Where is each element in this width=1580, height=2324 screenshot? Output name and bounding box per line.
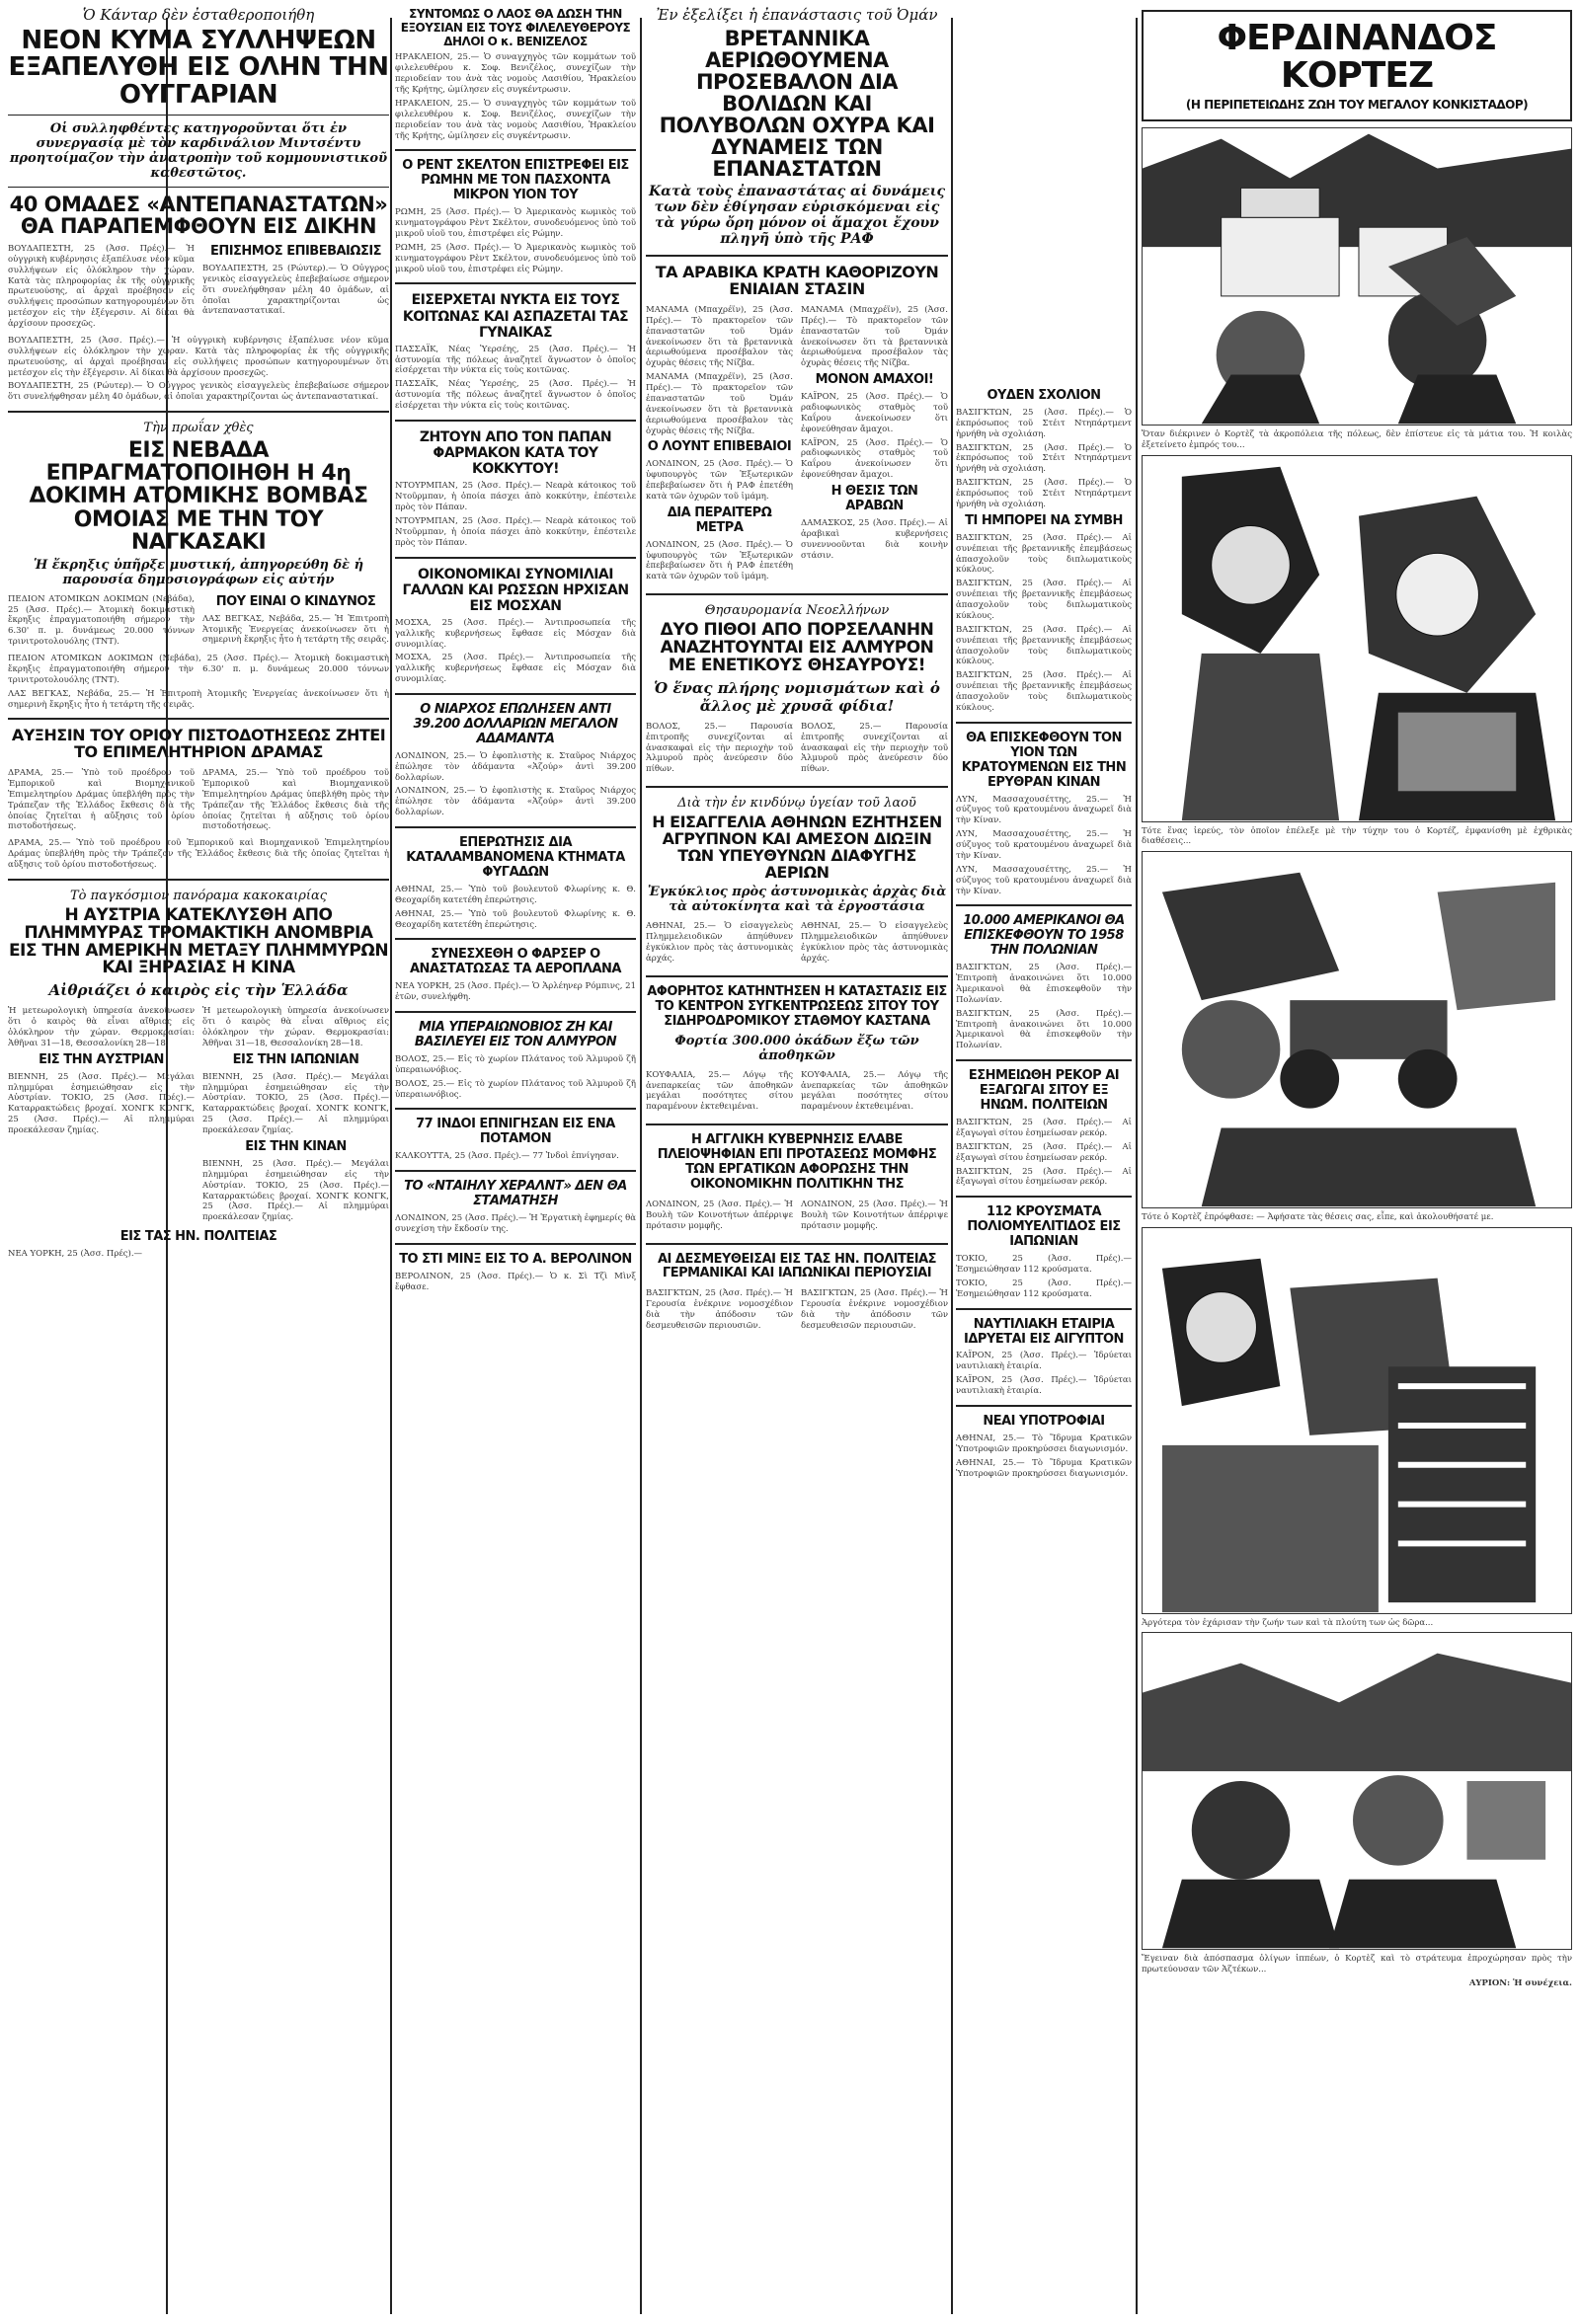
headline-polio: 112 ΚΡΟΥΣΜΑΤΑ ΠΟΛΙΟΜΥΕΛΙΤΙΔΟΣ ΕΙΣ ΙΑΠΩΝΙΑΝ xyxy=(967,1204,1121,1250)
comic-caption-3: Τότε ὁ Κορτὲζ ἐπρόφθασε: — Ἀφήσατε τὰς θέσεις σας, εἶπε, καὶ ἀκολουθήσατέ με. xyxy=(1142,1211,1494,1222)
headline-british-gov: Η ΑΓΓΛΙΚΗ ΚΥΒΕΡΝΗΣΙΣ ΕΛΑΒΕ ΠΛΕΙΟΨΗΦΙΑΝ ΕΠΙ ΠΡΟΤΑΣΕΩΣ ΜΟΜΦΗΣ ΤΩΝ ΕΡΓΑΤΙΚΩΝ ΑΦΟΡΩΣΗΣ ΤΗΝ ΟΙΚΟΝΟΜΙΚΗΝ ΠΟΛΙΤΙΚΗΝ ΤΗΣ xyxy=(657,1132,937,1192)
headline-prosecutor: Η ΕΙΣΑΓΓΕΛΙΑ ΑΘΗΝΩΝ ΕΖΗΤΗΣΕΝ ΑΓΡΥΠΝΟΝ ΚΑΙ ΑΜΕΣΟΝ ΔΙΩΞΙΝ ΤΩΝ ΥΠΕΥΘΥΝΩΝ ΔΙΑΦΥΓΗΣ ΑΕΡΙΩΝ xyxy=(652,813,942,882)
box-title: ΕΠΙΣΗΜΟΣ ΕΠΙΒΕΒΑΙΩΣΙΣ xyxy=(209,243,382,259)
column-1: Ὁ Κάνταρ δὲν ἐσταθεροποιήθη ΝΕΟΝ ΚΥΜΑ ΣΥΛΛΗΨΕΩΝ ΕΞΑΠΕΛΥΘΗ ΕΙΣ ΟΛΗΝ ΤΗΝ ΟΥΓΓΑΡΙΑΝ Οἱ συλληφθέντες κατηγοροῦνται ὅτι ἐν συνεργασίᾳ μὲ τὸν καρδινάλιον Μιντσέντυ προητοίμαζον τὴν ἀνατροπὴν τοῦ κομμουνιστικοῦ καθεστῶτος. 40 ΟΜΑΔΕΣ «ΑΝΤΕΠΑΝΑΣΤΑΤΩΝ» ΘΑ ΠΑΡΑΠΕΜΦΘΟΥΝ ΕΙΣ ΔΙΚΗΝ ΒΟΥΔΑΠΕΣΤΗ, 25 (Ἀσσ. Πρές).— Ἡ οὐγγρικὴ κυβέρνησις ἐξαπέλυσε νέον κῦμα συλλήψεων εἰς ὁλόκληρον τὴν χώραν. Κατὰ τὰς πληροφορίας ἐκ τῆς οὐγγρικῆς πρωτευούσης, αἱ ἀρχαὶ προέβησαν εἰς συλλήψεις προσώπων κατηγορουμένων ὅτι μετέσχον εἰς τὴν ἐξέγερσιν. Αἱ δίκαι θὰ ἀρχίσουν προσεχῶς. ΕΠΙΣΗΜΟΣ ΕΠΙΒΕΒΑΙΩΣΙΣ ΒΟΥΔΑΠΕΣΤΗ, 25 (Ρώυτερ).— Ὁ Οὐγγρος γενικὸς εἰσαγγελεὺς ἐπεβεβαίωσε σήμερον ὅτι συνελήφθησαν μέλη 40 ὁμάδων, αἱ ὁποῖαι χαρακτηρίζονται ὡς ἀντεπαναστατικαί. ΒΟΥΔΑΠΕΣΤΗ, 25 (Ἀσσ. Πρές).— Ἡ οὐγγρικὴ κυβέρνησις ἐξαπέλυσε νέον κῦμα συλλήψεων εἰς ὁλόκληρον τὴν χώραν. Κατὰ τὰς πληροφορίας ἐκ τῆς οὐγγρικῆς πρωτευούσης, αἱ ἀρχαὶ προέβησαν εἰς συλλήψεις προσώπων κατηγορουμένων ὅτι μετέσχον εἰς τὴν ἐξέγερσιν. Αἱ δίκαι θὰ ἀρχίσουν προσεχῶς. ΒΟΥΔΑΠΕΣΤΗ, 25 (Ρώυτερ).— Ὁ Οὐγγρος γενικὸς εἰσαγγελεὺς ἐπεβεβαίωσε σήμερον ὅτι συνελήφθησαν μέλη 40 ὁμάδων, αἱ ὁποῖαι χαρακτηρίζονται ὡς ἀντεπαναστατικαί. Τὴν πρωΐαν χθὲς ΕΙΣ ΝΕΒΑΔΑ ΕΠΡΑΓΜΑΤΟΠΟΙΗΘΗ Η 4η ΔΟΚΙΜΗ ΑΤΟΜΙΚΗΣ ΒΟΜΒΑΣ ΟΜΟΙΑΣ ΜΕ ΤΗΝ ΤΟΥ ΝΑΓΚΑΣΑΚΙ Ἡ ἔκρηξις ὑπῆρξε μυστική, ἀπηγορεύθη δὲ ἡ παρουσία δημοσιογράφων εἰς αὐτήν ΠΕΔΙΟΝ ΑΤΟΜΙΚΩΝ ΔΟΚΙΜΩΝ (Νεβάδα), 25 (Ἀσσ. Πρές).— Ἀτομικὴ δοκιμαστικὴ ἔκρηξις ἐπραγματοποιήθη σήμερον τὴν 6.30' π. μ. δυνάμεως 20.000 τόννων τρινιτροτολουόλης (TNT). ΠΟΥ ΕΙΝΑΙ Ο ΚΙΝΔΥΝΟΣ ΛΑΣ ΒΕΓΚΑΣ, Νεβάδα, 25.— Ἡ Ἐπιτροπὴ Ἀτομικῆς Ἐνεργείας ἀνεκοίνωσεν ὅτι ἡ σημερινὴ ἔκρηξις ἦτο ἡ τετάρτη τῆς σειρᾶς. ΠΕΔΙΟΝ ΑΤΟΜΙΚΩΝ ΔΟΚΙΜΩΝ (Νεβάδα), 25 (Ἀσσ. Πρές).— Ἀτομικὴ δοκιμαστικὴ ἔκρηξις ἐπραγματοποιήθη σήμερον τὴν 6.30' π. μ. δυνάμεως 20.000 τόννων τρινιτροτολουόλης (TNT). ΛΑΣ ΒΕΓΚΑΣ, Νεβάδα, 25.— Ἡ Ἐπιτροπὴ Ἀτομικῆς Ἐνεργείας ἀνεκοίνωσεν ὅτι ἡ σημερινὴ ἔκρηξις ἦτο ἡ τετάρτη τῆς σειρᾶς. ΑΥΞΗΣΙΝ ΤΟΥ ΟΡΙΟΥ ΠΙΣΤΟΔΟΤΗΣΕΩΣ ΖΗΤΕΙ ΤΟ ΕΠΙΜΕΛΗΤΗΡΙΟΝ ΔΡΑΜΑΣ ΔΡΑΜΑ, 25.— Ὑπὸ τοῦ προέδρου τοῦ Ἐμπορικοῦ καὶ Βιομηχανικοῦ Ἐπιμελητηρίου Δράμας ὑπεβλήθη πρὸς τὴν Τράπεζαν τῆς Ἑλλάδος ἔκθεσις διὰ τῆς ὁποίας ζητεῖται ἡ αὔξησις τοῦ ὁρίου πιστοδοτήσεως. ΔΡΑΜΑ, 25.— Ὑπὸ τοῦ προέδρου τοῦ Ἐμπορικοῦ καὶ Βιομηχανικοῦ Ἐπιμελητηρίου Δράμας ὑπεβλήθη πρὸς τὴν Τράπεζαν τῆς Ἑλλάδος ἔκθεσις διὰ τῆς ὁποίας ζητεῖται ἡ αὔξησις τοῦ ὁρίου πιστοδοτήσεως. ΔΡΑΜΑ, 25.— Ὑπὸ τοῦ προέδρου τοῦ Ἐμπορικοῦ καὶ Βιομηχανικοῦ Ἐπιμελητηρίου Δράμας ὑπεβλήθη πρὸς τὴν Τράπεζαν τῆς Ἑλλάδος ἔκθεσις διὰ τῆς ὁποίας ζητεῖται ἡ αὔξησις τοῦ ὁρίου πιστοδοτήσεως. Τὸ παγκόσμιον πανόραμα κακοκαιρίας Η ΑΥΣΤΡΙΑ ΚΑΤΕΚΛΥΣΘΗ ΑΠΟ ΠΛΗΜΜΥΡΑΣ ΤΡΟΜΑΚΤΙΚΗ ΑΝΟΜΒΡΙΑ ΕΙΣ ΤΗΝ ΑΜΕΡΙΚΗΝ ΜΕΤΑΞΥ ΠΛΗΜΜΥΡΩΝ ΚΑΙ ΞΗΡΑΣΙΑΣ Η ΚΙΝΑ Αἰθριάζει ὁ καιρὸς εἰς τὴν Ἑλλάδα Ἡ μετεωρολογικὴ ὑπηρεσία ἀνεκοίνωσεν ὅτι ὁ καιρὸς θὰ εἶναι αἴθριος εἰς ὁλόκληρον τὴν χώραν. Θερμοκρασίαι: Ἀθῆναι 31—18, Θεσσαλονίκη 28—18. ΕΙΣ ΤΗΝ ΑΥΣΤΡΙΑΝ ΒΙΕΝΝΗ, 25 (Ἀσσ. Πρές).— Μεγάλαι πλημμύραι ἐσημειώθησαν εἰς τὴν Αὐστρίαν. ΤΟΚΙΟ, 25 (Ἀσσ. Πρές).— Καταρρακτώδεις βροχαί. ΧΟΝΓΚ ΚΟΝΓΚ, 25 (Ἀσσ. Πρές).— Αἱ πλημμύραι προεκάλεσαν ζημίας. Ἡ μετεωρολογικὴ ὑπηρεσία ἀνεκοίνωσεν ὅτι ὁ καιρὸς θὰ εἶναι αἴθριος εἰς ὁλόκληρον τὴν χώραν. Θερμοκρασίαι: Ἀθῆναι 31—18, Θεσσαλονίκη 28—18. ΕΙΣ ΤΗΝ ΙΑΠΩΝΙΑΝ ΒΙΕΝΝΗ, 25 (Ἀσσ. Πρές).— Μεγάλαι πλημμύραι ἐσημειώθησαν εἰς τὴν Αὐστρίαν. ΤΟΚΙΟ, 25 (Ἀσσ. Πρές).— Καταρρακτώδεις βροχαί. ΧΟΝΓΚ ΚΟΝΓΚ, 25 (Ἀσσ. Πρές).— Αἱ πλημμύραι προεκάλεσαν ζημίας. ΕΙΣ ΤΗΝ ΚΙΝΑΝ ΒΙΕΝΝΗ, 25 (Ἀσσ. Πρές).— Μεγάλαι πλημμύραι ἐσημειώθησαν εἰς τὴν Αὐστρίαν. ΤΟΚΙΟ, 25 (Ἀσσ. Πρές).— Καταρρακτώδεις βροχαί. ΧΟΝΓΚ ΚΟΝΓΚ, 25 (Ἀσσ. Πρές).— Αἱ πλημμύραι προεκάλεσαν ζημίας. ΕΙΣ ΤΑΣ ΗΝ. ΠΟΛΙΤΕΙΑΣ ΝΕΑ ΥΟΡΚΗ, 25 (Ἀσσ. Πρές).— xyxy=(8,6,389,1260)
subhead-nevada: Ἡ ἔκρηξις ὑπῆρξε μυστική, ἀπηγορεύθη δὲ ἡ παρουσία δημοσιογράφων εἰς αὐτήν xyxy=(33,557,364,587)
subhead-kastanas: Φορτία 300.000 ὀκάδων ἔξω τῶν ἀποθηκῶν xyxy=(674,1033,919,1063)
subhead-oman: Κατὰ τοὺς ἐπαναστάτας αἱ δυνάμεις των δὲν ἐθίγησαν εὑρισκόμεναι εἰς τὰ γύρω ὄρη μόνον οἱ ἄμαχοι ἔχουν πληγῆ ὑπὸ τῆς ΡΑΦ xyxy=(648,184,946,248)
column-rule xyxy=(951,18,953,2314)
column-rule xyxy=(390,18,392,2314)
headline-intruder: ΕΙΣΕΡΧΕΤΑΙ ΝΥΚΤΑ ΕΙΣ ΤΟΥΣ ΚΟΙΤΩΝΑΣ ΚΑΙ ΑΣΠΑΖΕΤΑΙ ΤΑΣ ΓΥΝΑΙΚΑΣ xyxy=(402,292,629,341)
headline-pope: ΖΗΤΟΥΝ ΑΠΟ ΤΟΝ ΠΑΠΑΝ ΦΑΡΜΑΚΟΝ ΚΑΤΑ ΤΟΥ ΚΟΚΚΥΤΟΥ! xyxy=(419,428,612,478)
headline-visit-china: ΘΑ ΕΠΙΣΚΕΦΘΟΥΝ ΤΟΝ ΥΙΟΝ ΤΩΝ ΚΡΑΤΟΥΜΕΝΩΝ ΕΙΣ ΤΗΝ ΕΡΥΘΡΑΝ ΚΙΝΑΝ xyxy=(961,730,1127,790)
column-2: ΣΥΝΤΟΜΩΣ Ο ΛΑΟΣ ΘΑ ΔΩΣΗ ΤΗΝ ΕΞΟΥΣΙΑΝ ΕΙΣ ΤΟΥΣ ΦΙΛΕΛΕΥΘΕΡΟΥΣ ΔΗΛΟΙ Ο κ. ΒΕΝΙΖΕΛΟΣ ΗΡΑΚΛΕΙΟΝ, 25.— Ὁ συναγχηγὸς τῶν κομμάτων τοῦ φιλελευθέρου κ. Σοφ. Βενιζέλος, συνεχίζων τὴν περιοδείαν του ἀνὰ τὰς νομοὺς Λασιθίου, Ἡρακλείου τῆς Κρήτης, ὡμίλησεν εἰς συγκέντρωσιν. ΗΡΑΚΛΕΙΟΝ, 25.— Ὁ συναγχηγὸς τῶν κομμάτων τοῦ φιλελευθέρου κ. Σοφ. Βενιζέλος, συνεχίζων τὴν περιοδείαν του ἀνὰ τὰς νομοὺς Λασιθίου, Ἡρακλείου τῆς Κρήτης, ὡμίλησεν εἰς συγκέντρωσιν. Ο ΡΕΝΤ ΣΚΕΛΤΟΝ ΕΠΙΣΤΡΕΦΕΙ ΕΙΣ ΡΩΜΗΝ ΜΕ ΤΟΝ ΠΑΣΧΟΝΤΑ ΜΙΚΡΟΝ ΥΙΟΝ ΤΟΥ ΡΩΜΗ, 25 (Ἀσσ. Πρές).— Ὁ Ἀμερικανὸς κωμικὸς τοῦ κινηματογράφου Ρὲντ Σκέλτον, συνοδευόμενος ὑπὸ τοῦ μικροῦ υἱοῦ του, ἐπιστρέφει εἰς Ρώμην. ΡΩΜΗ, 25 (Ἀσσ. Πρές).— Ὁ Ἀμερικανὸς κωμικὸς τοῦ κινηματογράφου Ρὲντ Σκέλτον, συνοδευόμενος ὑπὸ τοῦ μικροῦ υἱοῦ του, ἐπιστρέφει εἰς Ρώμην. ΕΙΣΕΡΧΕΤΑΙ ΝΥΚΤΑ ΕΙΣ ΤΟΥΣ ΚΟΙΤΩΝΑΣ ΚΑΙ ΑΣΠΑΖΕΤΑΙ ΤΑΣ ΓΥΝΑΙΚΑΣ ΠΑΣΣΑΪΚ, Νέας Ὑερσέης, 25 (Ἀσσ. Πρές).— Ἡ ἀστυνομία τῆς πόλεως ἀναζητεῖ ἄγνωστον ὁ ὁποῖος εἰσέρχεται τὴν νύκτα εἰς τοὺς κοιτῶνας. ΠΑΣΣΑΪΚ, Νέας Ὑερσέης, 25 (Ἀσσ. Πρές).— Ἡ ἀστυνομία τῆς πόλεως ἀναζητεῖ ἄγνωστον ὁ ὁποῖος εἰσέρχεται τὴν νύκτα εἰς τοὺς κοιτῶνας. ΖΗΤΟΥΝ ΑΠΟ ΤΟΝ ΠΑΠΑΝ ΦΑΡΜΑΚΟΝ ΚΑΤΑ ΤΟΥ ΚΟΚΚΥΤΟΥ! ΝΤΟΥΡΜΠΑΝ, 25 (Ἀσσ. Πρές).— Νεαρὰ κάτοικος τοῦ Ντοῦρμπαν, ἡ ὁποία πάσχει ἀπὸ κοκκύτην, ἐπέστειλε πρὸς τὸν Πάπαν. ΝΤΟΥΡΜΠΑΝ, 25 (Ἀσσ. Πρές).— Νεαρὰ κάτοικος τοῦ Ντοῦρμπαν, ἡ ὁποία πάσχει ἀπὸ κοκκύτην, ἐπέστειλε πρὸς τὸν Πάπαν. ΟΙΚΟΝΟΜΙΚΑΙ ΣΥΝΟΜΙΛΙΑΙ ΓΑΛΛΩΝ ΚΑΙ ΡΩΣΣΩΝ ΗΡΧΙΣΑΝ ΕΙΣ ΜΟΣΧΑΝ ΜΟΣΧΑ, 25 (Ἀσσ. Πρές).— Ἀντιπροσωπεία τῆς γαλλικῆς κυβερνήσεως ἔφθασε εἰς Μόσχαν διὰ συνομιλίας. ΜΟΣΧΑ, 25 (Ἀσσ. Πρές).— Ἀντιπροσωπεία τῆς γαλλικῆς κυβερνήσεως ἔφθασε εἰς Μόσχαν διὰ συνομιλίας. Ο ΝΙΑΡΧΟΣ ΕΠΩΛΗΣΕΝ ΑΝΤΙ 39.200 ΔΟΛΛΑΡΙΩΝ ΜΕΓΑΛΟΝ ΑΔΑΜΑΝΤΑ ΛΟΝΔΙΝΟΝ, 25.— Ὁ ἐφοπλιστὴς κ. Σταῦρος Νιάρχος ἐπώλησε τὸν ἀδάμαντα «Ἀζούρ» ἀντὶ 39.200 δολλαρίων. ΛΟΝΔΙΝΟΝ, 25.— Ὁ ἐφοπλιστὴς κ. Σταῦρος Νιάρχος ἐπώλησε τὸν ἀδάμαντα «Ἀζούρ» ἀντὶ 39.200 δολλαρίων. ΕΠΕΡΩΤΗΣΙΣ ΔΙΑ ΚΑΤΑΛΑΜΒΑΝΟΜΕΝΑ ΚΤΗΜΑΤΑ ΦΥΓΑΔΩΝ ΑΘΗΝΑΙ, 25.— Ὑπὸ τοῦ βουλευτοῦ Φλωρίνης κ. Θ. Θεοχαρίδη κατετέθη ἐπερώτησις. ΑΘΗΝΑΙ, 25.— Ὑπὸ τοῦ βουλευτοῦ Φλωρίνης κ. Θ. Θεοχαρίδη κατετέθη ἐπερώτησις. ΣΥΝΕΣΧΕΘΗ Ο ΦΑΡΣΕΡ Ο ΑΝΑΣΤΑΤΩΣΑΣ ΤΑ ΑΕΡΟΠΛΑΝΑ ΝΕΑ ΥΟΡΚΗ, 25 (Ἀσσ. Πρές).— Ὁ Ἀρλέηνερ Ρόμπινς, 21 ἐτῶν, συνελήφθη. ΜΙΑ ΥΠΕΡΑΙΩΝΟΒΙΟΣ ΖΗ ΚΑΙ ΒΑΣΙΛΕΥΕΙ ΕΙΣ ΤΟΝ ΑΛΜΥΡΟΝ ΒΟΛΟΣ, 25.— Εἰς τὸ χωρίον Πλάτανος τοῦ Ἁλμυροῦ ζῆ ὑπεραιωνόβιος. ΒΟΛΟΣ, 25.— Εἰς τὸ χωρίον Πλάτανος τοῦ Ἁλμυροῦ ζῆ ὑπεραιωνόβιος. 77 ΙΝΔΟΙ ΕΠΝΙΓΗΣΑΝ ΕΙΣ ΕΝΑ ΠΟΤΑΜΟΝ ΚΑΛΚΟΥΤΤΑ, 25 (Ἀσσ. Πρές).— 77 Ἰνδοὶ ἐπνίγησαν. ΤΟ «ΝΤΑΙΗΛΥ ΧΕΡΑΛΝΤ» ΔΕΝ ΘΑ ΣΤΑΜΑΤΗΣΗ ΛΟΝΔΙΝΟΝ, 25 (Ἀσσ. Πρές).— Ἡ Ἐργατικὴ ἐφημερίς θὰ συνεχίση τὴν ἔκδοσίν της. ΤΟ ΣΤΙ ΜΙΝΞ ΕΙΣ ΤΟ Α. ΒΕΡΟΛΙΝΟΝ ΒΕΡΟΛΙΝΟΝ, 25 (Ἀσσ. Πρές).— Ὁ κ. Σὶ Τζὶ Μὶνξ ἔφθασε. xyxy=(395,7,636,1292)
comic-caption-4: Ἀργότερα τὸν ἐχάρισαν τὴν ζωήν των καὶ τὰ πλούτη των ὡς δῶρα... xyxy=(1142,1617,1434,1628)
headline-niarchos: Ο ΝΙΑΡΧΟΣ ΕΠΩΛΗΣΕΝ ΑΝΤΙ 39.200 ΔΟΛΛΑΡΙΩΝ ΜΕΓΑΛΟΝ ΑΔΑΜΑΝΤΑ xyxy=(413,702,618,746)
headline-shipping: ΝΑΥΤΙΛΙΑΚΗ ΕΤΑΙΡΙΑ ΙΔΡΥΕΤΑΙ ΕΙΣ ΑΙΓΥΠΤΟΝ xyxy=(964,1316,1124,1347)
headline-skelton: Ο ΡΕΝΤ ΣΚΕΛΤΟΝ ΕΠΙΣΤΡΕΦΕΙ ΕΙΣ ΡΩΜΗΝ ΜΕ ΤΟΝ ΠΑΣΧΟΝΤΑ ΜΙΚΡΟΝ ΥΙΟΝ ΤΟΥ xyxy=(402,158,629,203)
subhead-weather: Αἰθριάζει ὁ καιρὸς εἰς τὴν Ἑλλάδα xyxy=(48,981,349,1000)
headline-drowned: 77 ΙΝΔΟΙ ΕΠΝΙΓΗΣΑΝ ΕΙΣ ΕΝΑ ΠΟΤΑΜΟΝ xyxy=(416,1117,615,1147)
headline-arrests: ΝΕΟΝ ΚΥΜΑ ΣΥΛΛΗΨΕΩΝ ΕΞΑΠΕΛΥΘΗ ΕΙΣ ΟΛΗΝ ΤΗΝ ΟΥΓΓΑΡΙΑΝ xyxy=(8,26,389,110)
column-5-comic xyxy=(1142,0,1572,2324)
comic-caption-1: Ὅταν διέκρινεν ὁ Κορτὲζ τὰ ἀκροπόλεια τῆς πόλεως, δὲν ἐπίστευε εἰς τὰ μάτια του. Ἡ κοιλὰς ἐξετείνετο ἐμπρός του... xyxy=(1142,429,1572,451)
subhead-prosecutor: Ἐγκύκλιος πρὸς ἀστυνομικὰς ἀρχὰς διὰ τὰ αὐτοκίνητα καὶ τὰ ἐργοστάσια xyxy=(647,885,947,915)
comic-panel-1 xyxy=(1142,127,1572,426)
headline-treasure: ΔΥΟ ΠΙΘΟΙ ΑΠΟ ΠΟΡΣΕΛΑΝΗΝ ΑΝΑΖΗΤΟΥΝΤΑΙ ΕΙΣ ΑΛΜΥΡΟΝ ΜΕ ΕΝΕΤΙΚΟΥΣ ΘΗΣΑΥΡΟΥΣ! xyxy=(660,620,934,675)
comic-panel-2 xyxy=(1142,455,1572,822)
column-4: ΟΥΔΕΝ ΣΧΟΛΙΟΝ ΒΑΣΙΓΚΤΩΝ, 25 (Ἀσσ. Πρές).— Ὁ ἐκπρόσωπος τοῦ Στέιτ Ντηπάρτμεντ ἠρνήθη νὰ σχολιάση. ΒΑΣΙΓΚΤΩΝ, 25 (Ἀσσ. Πρές).— Ὁ ἐκπρόσωπος τοῦ Στέιτ Ντηπάρτμεντ ἠρνήθη νὰ σχολιάση. ΒΑΣΙΓΚΤΩΝ, 25 (Ἀσσ. Πρές).— Ὁ ἐκπρόσωπος τοῦ Στέιτ Ντηπάρτμεντ ἠρνήθη νὰ σχολιάση. ΤΙ ΗΜΠΟΡΕΙ ΝΑ ΣΥΜΒΗ ΒΑΣΙΓΚΤΩΝ, 25 (Ἀσσ. Πρές).— Αἱ συνέπειαι τῆς βρεταννικῆς ἐπεμβάσεως ἀπασχολοῦν τοὺς διπλωματικοὺς κύκλους. ΒΑΣΙΓΚΤΩΝ, 25 (Ἀσσ. Πρές).— Αἱ συνέπειαι τῆς βρεταννικῆς ἐπεμβάσεως ἀπασχολοῦν τοὺς διπλωματικοὺς κύκλους. ΒΑΣΙΓΚΤΩΝ, 25 (Ἀσσ. Πρές).— Αἱ συνέπειαι τῆς βρεταννικῆς ἐπεμβάσεως ἀπασχολοῦν τοὺς διπλωματικοὺς κύκλους. ΒΑΣΙΓΚΤΩΝ, 25 (Ἀσσ. Πρές).— Αἱ συνέπειαι τῆς βρεταννικῆς ἐπεμβάσεως ἀπασχολοῦν τοὺς διπλωματικοὺς κύκλους. ΘΑ ΕΠΙΣΚΕΦΘΟΥΝ ΤΟΝ ΥΙΟΝ ΤΩΝ ΚΡΑΤΟΥΜΕΝΩΝ ΕΙΣ ΤΗΝ ΕΡΥΘΡΑΝ ΚΙΝΑΝ ΛΥΝ, Μασσαχουσέττης, 25.— Ἡ σύζυγος τοῦ κρατουμένου ἀναχωρεῖ διὰ τὴν Κίναν. ΛΥΝ, Μασσαχουσέττης, 25.— Ἡ σύζυγος τοῦ κρατουμένου ἀναχωρεῖ διὰ τὴν Κίναν. ΛΥΝ, Μασσαχουσέττης, 25.— Ἡ σύζυγος τοῦ κρατουμένου ἀναχωρεῖ διὰ τὴν Κίναν. 10.000 ΑΜΕΡΙΚΑΝΟΙ ΘΑ ΕΠΙΣΚΕΦΘΟΥΝ ΤΟ 1958 ΤΗΝ ΠΟΛΩΝΙΑΝ ΒΑΣΙΓΚΤΩΝ, 25 (Ἀσσ. Πρές).— Ἐπιτροπὴ ἀνακοινώνει ὅτι 10.000 Ἀμερικανοὶ θὰ ἐπισκεφθοῦν τὴν Πολωνίαν. ΒΑΣΙΓΚΤΩΝ, 25 (Ἀσσ. Πρές).— Ἐπιτροπὴ ἀνακοινώνει ὅτι 10.000 Ἀμερικανοὶ θὰ ἐπισκεφθοῦν τὴν Πολωνίαν. ΕΣΗΜΕΙΩΘΗ ΡΕΚΟΡ ΑΙ ΕΞΑΓΩΓΑΙ ΣΙΤΟΥ ΕΞ ΗΝΩΜ. ΠΟΛΙΤΕΙΩΝ ΒΑΣΙΓΚΤΩΝ, 25 (Ἀσσ. Πρές).— Αἱ ἐξαγωγαὶ σίτου ἐσημείωσαν ρεκόρ. ΒΑΣΙΓΚΤΩΝ, 25 (Ἀσσ. Πρές).— Αἱ ἐξαγωγαὶ σίτου ἐσημείωσαν ρεκόρ. ΒΑΣΙΓΚΤΩΝ, 25 (Ἀσσ. Πρές).— Αἱ ἐξαγωγαὶ σίτου ἐσημείωσαν ρεκόρ. 112 ΚΡΟΥΣΜΑΤΑ ΠΟΛΙΟΜΥΕΛΙΤΙΔΟΣ ΕΙΣ ΙΑΠΩΝΙΑΝ ΤΟΚΙΟ, 25 (Ἀσσ. Πρές).— Ἐσημειώθησαν 112 κρούσματα. ΤΟΚΙΟ, 25 (Ἀσσ. Πρές).— Ἐσημειώθησαν 112 κρούσματα. ΝΑΥΤΙΛΙΑΚΗ ΕΤΑΙΡΙΑ ΙΔΡΥΕΤΑΙ ΕΙΣ ΑΙΓΥΠΤΟΝ ΚΑΪΡΟΝ, 25 (Ἀσσ. Πρές).— Ἱδρύεται ναυτιλιακὴ ἑταιρία. ΚΑΪΡΟΝ, 25 (Ἀσσ. Πρές).— Ἱδρύεται ναυτιλιακὴ ἑταιρία. ΝΕΑΙ ΥΠΟΤΡΟΦΙΑΙ ΑΘΗΝΑΙ, 25.— Τὸ Ἵδρυμα Κρατικῶν Ὑποτροφιῶν προκηρύσσει διαγωνισμόν. ΑΘΗΝΑΙ, 25.— Τὸ Ἵδρυμα Κρατικῶν Ὑποτροφιῶν προκηρύσσει διαγωνισμόν. xyxy=(956,388,1132,1479)
headline-prankster: ΣΥΝΕΣΧΕΘΗ Ο ΦΑΡΣΕΡ Ο ΑΝΑΣΤΑΤΩΣΑΣ ΤΑ ΑΕΡΟΠΛΑΝΑ xyxy=(410,947,621,977)
article-body: ΒΟΥΔΑΠΕΣΤΗ, 25 (Ἀσσ. Πρές).— Ἡ οὐγγρικὴ κυβέρνησις ἐξαπέλυσε νέον κῦμα συλλήψεων εἰς ὁλόκληρον τὴν χώραν. Κατὰ τὰς πληροφορίας ἐκ τῆς οὐγγρικῆς πρωτευούσης, αἱ ἀρχαὶ προέβησαν εἰς συλλήψεις προσώπων κατηγορουμένων ὅτι μετέσχον εἰς τὴν ἐξέγερσιν. Αἱ δίκαι θὰ ἀρχίσουν προσεχῶς. ΕΠΙΣΗΜΟΣ ΕΠΙΒΕΒΑΙΩΣΙΣ ΒΟΥΔΑΠΕΣΤΗ, 25 (Ρώυτερ).— Ὁ Οὐγγρος γενικὸς εἰσαγγελεὺς ἐπεβεβαίωσε σήμερον ὅτι συνελήφθησαν μέλη 40 ὁμάδων, αἱ ὁποῖαι χαρακτηρίζονται ὡς ἀντεπαναστατικαί. xyxy=(8,243,389,330)
kicker: Ὁ Κάνταρ δὲν ἐσταθεροποιήθη xyxy=(82,6,315,24)
headline-poland: 10.000 ΑΜΕΡΙΚΑΝΟΙ ΘΑ ΕΠΙΣΚΕΦΘΟΥΝ ΤΟ 1958 ΤΗΝ ΠΟΛΩΝΙΑΝ xyxy=(963,913,1125,959)
headline-groups: 40 ΟΜΑΔΕΣ «ΑΝΤΕΠΑΝΑΣΤΑΤΩΝ» ΘΑ ΠΑΡΑΠΕΜΦΘΟΥΝ ΕΙΣ ΔΙΚΗΝ xyxy=(9,192,388,238)
headline-drama: ΑΥΞΗΣΙΝ ΤΟΥ ΟΡΙΟΥ ΠΙΣΤΟΔΟΤΗΣΕΩΣ ΖΗΤΕΙ ΤΟ ΕΠΙΜΕΛΗΤΗΡΙΟΝ ΔΡΑΜΑΣ xyxy=(11,726,386,762)
comic-panel-5 xyxy=(1142,1632,1572,1950)
headline-scholarships: ΝΕΑΙ ΥΠΟΤΡΟΦΙΑΙ xyxy=(983,1413,1105,1429)
column-rule xyxy=(1136,18,1138,2314)
kicker-oman: Ἐν ἐξελίξει ἡ ἐπανάστασις τοῦ Ὀμάν xyxy=(656,6,938,24)
comic-title-box xyxy=(1142,10,1572,121)
subhead-treasure: Ὁ ἕνας πλήρης νομισμάτων καὶ ὁ ἄλλος μὲ χρυσᾶ φίδια! xyxy=(654,678,940,715)
comic-subtitle: (Η ΠΕΡΙΠΕΤΕΙΩΔΗΣ ΖΩΗ ΤΟΥ ΜΕΓΑΛΟΥ ΚΟΝΚΙΣΤΑΔΟΡ) xyxy=(1185,97,1529,112)
column-rule xyxy=(640,18,642,2314)
headline-minks: ΤΟ ΣΤΙ ΜΙΝΞ ΕΙΣ ΤΟ Α. ΒΕΡΟΛΙΝΟΝ xyxy=(399,1251,632,1267)
comic-caption-5: Ἔγειναν διὰ ἀπόσπασμα ὀλίγων ἱππέων, ὁ Κορτὲζ καὶ τὸ στράτευμα ἐπροχώρησαν πρὸς τὴν πρωτεύουσαν τῶν Ἀζτέκων... xyxy=(1142,1954,1572,1975)
headline-weather: Η ΑΥΣΤΡΙΑ ΚΑΤΕΚΛΥΣΘΗ ΑΠΟ ΠΛΗΜΜΥΡΑΣ ΤΡΟΜΑΚΤΙΚΗ ΑΝΟΜΒΡΙΑ ΕΙΣ ΤΗΝ ΑΜΕΡΙΚΗΝ ΜΕΤΑΞΥ ΠΛΗΜΜΥΡΩΝ ΚΑΙ ΞΗΡΑΣΙΑΣ Η ΚΙΝΑ xyxy=(8,904,389,978)
headline-arab-states: ΤΑ ΑΡΑΒΙΚΑ ΚΡΑΤΗ ΚΑΘΟΡΙΖΟΥΝ ΕΝΙΑΙΑΝ ΣΤΑΣΙΝ xyxy=(655,263,939,299)
headline-venizelos: ΣΥΝΤΟΜΩΣ Ο ΛΑΟΣ ΘΑ ΔΩΣΗ ΤΗΝ ΕΞΟΥΣΙΑΝ ΕΙΣ ΤΟΥΣ ΦΙΛΕΛΕΥΘΕΡΟΥΣ ΔΗΛΟΙ Ο κ. ΒΕΝΙΖΕΛΟΣ xyxy=(400,7,631,48)
subhead-arrests: Οἱ συλληφθέντες κατηγοροῦνται ὅτι ἐν συνεργασίᾳ μὲ τὸν καρδινάλιον Μιντσέντυ προητοίμαζον τὴν ἀνατροπὴν τοῦ κομμουνιστικοῦ καθεστῶτος. xyxy=(9,120,388,181)
column-3: Ἐν ἐξελίξει ἡ ἐπανάστασις τοῦ Ὀμάν ΒΡΕΤΑΝΝΙΚΑ ΑΕΡΙΩΘΟΥΜΕΝΑ ΠΡΟΣΕΒΑΛΟΝ ΔΙΑ ΒΟΛΙΔΩΝ ΚΑΙ ΠΟΛΥΒΟΛΩΝ ΟΧΥΡΑ ΚΑΙ ΔΥΝΑΜΕΙΣ ΤΩΝ ΕΠΑΝΑΣΤΑΤΩΝ Κατὰ τοὺς ἐπαναστάτας αἱ δυνάμεις των δὲν ἐθίγησαν εὑρισκόμεναι εἰς τὰ γύρω ὄρη μόνον οἱ ἄμαχοι ἔχουν πληγῆ ὑπὸ τῆς ΡΑΦ ΤΑ ΑΡΑΒΙΚΑ ΚΡΑΤΗ ΚΑΘΟΡΙΖΟΥΝ ΕΝΙΑΙΑΝ ΣΤΑΣΙΝ ΜΑΝΑΜΑ (Μπαχρέϊν), 25 (Ἀσσ. Πρές).— Τὸ πρακτορεῖον τῶν ἐπαναστατῶν τοῦ Ὀμάν ἀνεκοίνωσεν ὅτι τὰ βρεταννικὰ ἀεριωθούμενα προσέβαλον τὰς ὀχυρὰς θέσεις τῆς Νίζβα. ΜΑΝΑΜΑ (Μπαχρέϊν), 25 (Ἀσσ. Πρές).— Τὸ πρακτορεῖον τῶν ἐπαναστατῶν τοῦ Ὀμάν ἀνεκοίνωσεν ὅτι τὰ βρεταννικὰ ἀεριωθούμενα προσέβαλον τὰς ὀχυρὰς θέσεις τῆς Νίζβα. Ο ΛΟΥΝΤ ΕΠΙΒΕΒΑΙΟΙ ΛΟΝΔΙΝΟΝ, 25 (Ἀσσ. Πρές).— Ὁ ὑφυπουργὸς τῶν Ἐξωτερικῶν ἐπεβεβαίωσεν ὅτι ἡ ΡΑΦ ἐπετέθη κατὰ τῶν ὀχυρῶν τοῦ ἰμάμη. ΔΙΑ ΠΕΡΑΙΤΕΡΩ ΜΕΤΡΑ ΛΟΝΔΙΝΟΝ, 25 (Ἀσσ. Πρές).— Ὁ ὑφυπουργὸς τῶν Ἐξωτερικῶν ἐπεβεβαίωσεν ὅτι ἡ ΡΑΦ ἐπετέθη κατὰ τῶν ὀχυρῶν τοῦ ἰμάμη. ΜΑΝΑΜΑ (Μπαχρέϊν), 25 (Ἀσσ. Πρές).— Τὸ πρακτορεῖον τῶν ἐπαναστατῶν τοῦ Ὀμάν ἀνεκοίνωσεν ὅτι τὰ βρεταννικὰ ἀεριωθούμενα προσέβαλον τὰς ὀχυρὰς θέσεις τῆς Νίζβα. ΜΟΝΟΝ ΑΜΑΧΟΙ! ΚΑΪΡΟΝ, 25 (Ἀσσ. Πρές).— Ὁ ραδιοφωνικὸς σταθμὸς τοῦ Καΐρου ἀνεκοίνωσεν ὅτι ἐφονεύθησαν ἄμαχοι. ΚΑΪΡΟΝ, 25 (Ἀσσ. Πρές).— Ὁ ραδιοφωνικὸς σταθμὸς τοῦ Καΐρου ἀνεκοίνωσεν ὅτι ἐφονεύθησαν ἄμαχοι. Η ΘΕΣΙΣ ΤΩΝ ΑΡΑΒΩΝ ΔΑΜΑΣΚΟΣ, 25 (Ἀσσ. Πρές).— Αἱ ἀραβικαὶ κυβερνήσεις συνεννοοῦνται διὰ κοινὴν στάσιν. Θησαυρομανία Νεοελλήνων ΔΥΟ ΠΙΘΟΙ ΑΠΟ ΠΟΡΣΕΛΑΝΗΝ ΑΝΑΖΗΤΟΥΝΤΑΙ ΕΙΣ ΑΛΜΥΡΟΝ ΜΕ ΕΝΕΤΙΚΟΥΣ ΘΗΣΑΥΡΟΥΣ! Ὁ ἕνας πλήρης νομισμάτων καὶ ὁ ἄλλος μὲ χρυσᾶ φίδια! ΒΟΛΟΣ, 25.— Παρουσία ἐπιτροπῆς συνεχίζονται αἱ ἀνασκαφαὶ εἰς τὴν περιοχὴν τοῦ Ἁλμυροῦ πρὸς ἀνεύρεσιν δύο πίθων. ΒΟΛΟΣ, 25.— Παρουσία ἐπιτροπῆς συνεχίζονται αἱ ἀνασκαφαὶ εἰς τὴν περιοχὴν τοῦ Ἁλμυροῦ πρὸς ἀνεύρεσιν δύο πίθων. Διὰ τὴν ἐν κινδύνῳ ὑγείαν τοῦ λαοῦ Η ΕΙΣΑΓΓΕΛΙΑ ΑΘΗΝΩΝ ΕΖΗΤΗΣΕΝ ΑΓΡΥΠΝΟΝ ΚΑΙ ΑΜΕΣΟΝ ΔΙΩΞΙΝ ΤΩΝ ΥΠΕΥΘΥΝΩΝ ΔΙΑΦΥΓΗΣ ΑΕΡΙΩΝ Ἐγκύκλιος πρὸς ἀστυνομικὰς ἀρχὰς διὰ τὰ αὐτοκίνητα καὶ τὰ ἐργοστάσια ΑΘΗΝΑΙ, 25.— Ὁ εἰσαγγελεὺς Πλημμελειοδικῶν ἀπηύθυνεν ἐγκύκλιον πρὸς τὰς ἀστυνομικὰς ἀρχάς. ΑΘΗΝΑΙ, 25.— Ὁ εἰσαγγελεὺς Πλημμελειοδικῶν ἀπηύθυνεν ἐγκύκλιον πρὸς τὰς ἀστυνομικὰς ἀρχάς. ΑΦΟΡΗΤΟΣ ΚΑΤΗΝΤΗΣΕΝ Η ΚΑΤΑΣΤΑΣΙΣ ΕΙΣ ΤΟ ΚΕΝΤΡΟΝ ΣΥΓΚΕΝΤΡΩΣΕΩΣ ΣΙΤΟΥ ΤΟΥ ΣΙΔΗΡΟΔΡΟΜΙΚΟΥ ΣΤΑΘΜΟΥ ΚΑΣΤΑΝΑ Φορτία 300.000 ὀκάδων ἔξω τῶν ἀποθηκῶν ΚΟΥΦΑΛΙΑ, 25.— Λόγῳ τῆς ἀνεπαρκείας τῶν ἀποθηκῶν μεγάλαι ποσότητες σίτου παραμένουν ἐκτεθειμέναι. ΚΟΥΦΑΛΙΑ, 25.— Λόγῳ τῆς ἀνεπαρκείας τῶν ἀποθηκῶν μεγάλαι ποσότητες σίτου παραμένουν ἐκτεθειμέναι. Η ΑΓΓΛΙΚΗ ΚΥΒΕΡΝΗΣΙΣ ΕΛΑΒΕ ΠΛΕΙΟΨΗΦΙΑΝ ΕΠΙ ΠΡΟΤΑΣΕΩΣ ΜΟΜΦΗΣ ΤΩΝ ΕΡΓΑΤΙΚΩΝ ΑΦΟΡΩΣΗΣ ΤΗΝ ΟΙΚΟΝΟΜΙΚΗΝ ΠΟΛΙΤΙΚΗΝ ΤΗΣ ΛΟΝΔΙΝΟΝ, 25 (Ἀσσ. Πρές).— Ἡ Βουλὴ τῶν Κοινοτήτων ἀπέρριψε πρότασιν μομφῆς. ΛΟΝΔΙΝΟΝ, 25 (Ἀσσ. Πρές).— Ἡ Βουλὴ τῶν Κοινοτήτων ἀπέρριψε πρότασιν μομφῆς. ΑΙ ΔΕΣΜΕΥΘΕΙΣΑΙ ΕΙΣ ΤΑΣ ΗΝ. ΠΟΛΙΤΕΙΑΣ ΓΕΡΜΑΝΙΚΑΙ ΚΑΙ ΙΑΠΩΝΙΚΑΙ ΠΕΡΙΟΥΣΙΑΙ ΒΑΣΙΓΚΤΩΝ, 25 (Ἀσσ. Πρές).— Ἡ Γερουσία ἐνέκρινε νομοσχέδιον διὰ τὴν ἀπόδοσιν τῶν δεσμευθεισῶν περιουσιῶν. ΒΑΣΙΓΚΤΩΝ, 25 (Ἀσσ. Πρές).— Ἡ Γερουσία ἐνέκρινε νομοσχέδιον διὰ τὴν ἀπόδοσιν τῶν δεσμευθεισῶν περιουσιῶν. xyxy=(646,6,948,1332)
headline-assets: ΑΙ ΔΕΣΜΕΥΘΕΙΣΑΙ ΕΙΣ ΤΑΣ ΗΝ. ΠΟΛΙΤΕΙΑΣ ΓΕΡΜΑΝΙΚΑΙ ΚΑΙ ΙΑΠΩΝΙΚΑΙ ΠΕΡΙΟΥΣΙΑΙ xyxy=(657,1251,937,1281)
headline-nevada: ΕΙΣ ΝΕΒΑΔΑ ΕΠΡΑΓΜΑΤΟΠΟΙΗΘΗ Η 4η ΔΟΚΙΜΗ ΑΤΟΜΙΚΗΣ ΒΟΜΒΑΣ ΟΜΟΙΑΣ ΜΕ ΤΗΝ ΤΟΥ ΝΑΓΚΑΣΑΚΙ xyxy=(29,438,368,555)
comic-title: ΦΕΡΔΙΝΑΝΔΟΣ ΚΟΡΤΕΖ xyxy=(1217,18,1497,96)
headline-moscow: ΟΙΚΟΝΟΜΙΚΑΙ ΣΥΝΟΜΙΛΙΑΙ ΓΑΛΛΩΝ ΚΑΙ ΡΩΣΣΩΝ ΗΡΧΙΣΑΝ ΕΙΣ ΜΟΣΧΑΝ xyxy=(402,566,629,614)
headline-centenarian: ΜΙΑ ΥΠΕΡΑΙΩΝΟΒΙΟΣ ΖΗ ΚΑΙ ΒΑΣΙΛΕΥΕΙ ΕΙΣ ΤΟΝ ΑΛΜΥΡΟΝ xyxy=(414,1020,617,1049)
headline-kastanas: ΑΦΟΡΗΤΟΣ ΚΑΤΗΝΤΗΣΕΝ Η ΚΑΤΑΣΤΑΣΙΣ ΕΙΣ ΤΟ ΚΕΝΤΡΟΝ ΣΥΓΚΕΝΤΡΩΣΕΩΣ ΣΙΤΟΥ ΤΟΥ ΣΙΔΗΡΟΔΡΟΜΙΚΟΥ ΣΤΑΘΜΟΥ ΚΑΣΤΑΝΑ xyxy=(647,983,947,1029)
headline-oman: ΒΡΕΤΑΝΝΙΚΑ ΑΕΡΙΩΘΟΥΜΕΝΑ ΠΡΟΣΕΒΑΛΟΝ ΔΙΑ ΒΟΛΙΔΩΝ ΚΑΙ ΠΟΛΥΒΟΛΩΝ ΟΧΥΡΑ ΚΑΙ ΔΥΝΑΜΕΙΣ ΤΩΝ ΕΠΑΝΑΣΤΑΤΩΝ xyxy=(659,27,935,182)
headline-herald: ΤΟ «ΝΤΑΙΗΛΥ ΧΕΡΑΛΝΤ» ΔΕΝ ΘΑ ΣΤΑΜΑΤΗΣΗ xyxy=(404,1179,627,1209)
comic-panel-4 xyxy=(1142,1227,1572,1614)
headline-wheat: ΕΣΗΜΕΙΩΘΗ ΡΕΚΟΡ ΑΙ ΕΞΑΓΩΓΑΙ ΣΙΤΟΥ ΕΞ ΗΝΩΜ. ΠΟΛΙΤΕΙΩΝ xyxy=(968,1068,1120,1114)
comic-continued: ΑΥΡΙΟΝ: Ἡ συνέχεια. xyxy=(1468,1978,1572,1989)
headline-interpellation: ΕΠΕΡΩΤΗΣΙΣ ΔΙΑ ΚΑΤΑΛΑΜΒΑΝΟΜΕΝΑ ΚΤΗΜΑΤΑ ΦΥΓΑΔΩΝ xyxy=(406,835,625,880)
comic-panel-3 xyxy=(1142,851,1572,1208)
comic-caption-2: Τότε ἕνας ἱερεύς, τὸν ὁποῖον ἐπέλεξε μὲ τὴν τύχην του ὁ Κορτέζ, ἐμφανίσθη μὲ ἐχθρικὰς διαθέσεις... xyxy=(1142,825,1572,847)
